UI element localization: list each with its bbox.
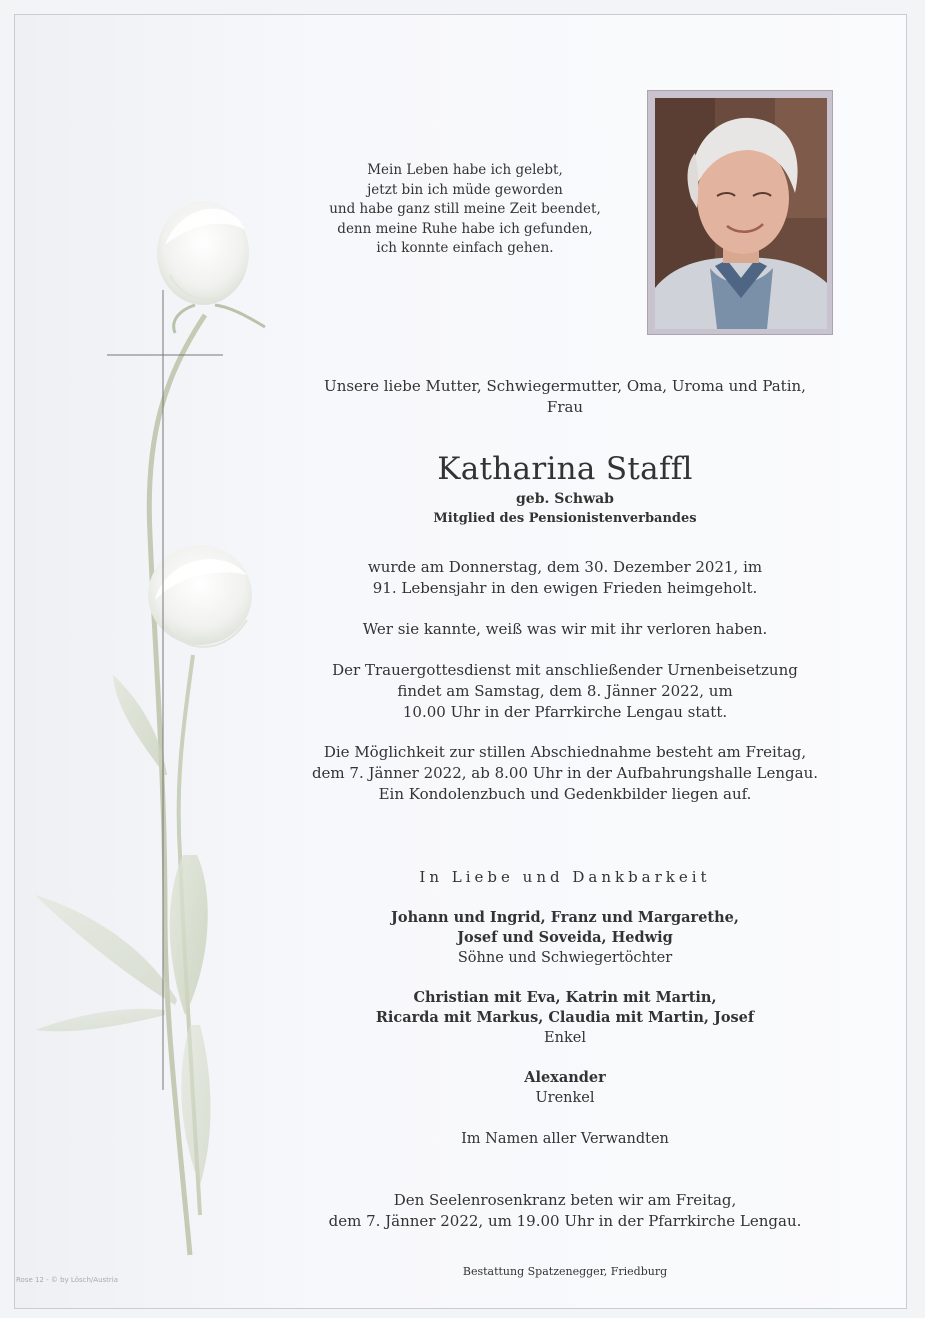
announcement-line: 91. Lebensjahr in den ewigen Frieden heimgeholt. [372,579,758,597]
poem-line: ich konnte einfach gehen. [376,240,554,256]
family-children [335,908,795,968]
rosary-info [305,1190,825,1232]
viewing-line: Ein Kondolenzbuch und Gedenkbilder liegen auf. [378,785,752,803]
deceased-name: Katharina Staffl [437,451,693,487]
poem-line: Mein Leben habe ich gelebt, [367,162,563,178]
lower-rose [148,545,252,645]
image-credit: Rose 12 - © by Lösch/Austria [16,1276,119,1284]
service-line: 10.00 Uhr in der Pfarrkirche Lengau statt. [402,703,728,721]
intro [305,376,825,418]
loss-statement: Wer sie kannte, weiß was wir mit ihr verloren haben. [362,620,768,638]
family-names: Josef und Soveida, Hedwig [457,929,673,946]
viewing-line: Die Möglichkeit zur stillen Abschiednahme besteht am Freitag, [323,743,807,761]
viewing-info [305,742,825,805]
intro-line: Frau [546,398,584,416]
viewing-line: dem 7. Jänner 2022, ab 8.00 Uhr in der Aufbahrungshalle Lengau. [311,764,819,782]
rosary-line: dem 7. Jänner 2022, um 19.00 Uhr in der Pfarrkirche Lengau. [328,1212,802,1230]
service-line: findet am Samstag, dem 8. Jänner 2022, um [397,682,733,700]
portrait-frame [647,90,833,335]
relatives-line: Im Namen aller Verwandten [461,1131,669,1147]
death-announcement [305,557,825,599]
family-role: Urenkel [535,1090,595,1106]
leaf [170,855,208,1015]
funeral-service [305,660,825,723]
family-role: Söhne und Schwiegertöchter [457,950,673,966]
family-role: Enkel [544,1030,586,1046]
poem-line: und habe ganz still meine Zeit beendet, [329,201,601,217]
membership: Mitglied des Pensionistenverbandes [433,511,697,526]
birth-name: geb. Schwab [516,491,614,507]
family-names: Johann und Ingrid, Franz und Margarethe, [391,909,739,926]
family-great-grandchildren [335,1068,795,1108]
poem [315,161,615,259]
announcement-line: wurde am Donnerstag, dem 30. Dezember 2021, im [367,558,763,576]
family-names: Christian mit Eva, Katrin mit Martin, [413,989,717,1006]
leaf [35,895,177,1005]
leaf [35,1009,165,1032]
obituary-card [14,14,907,1309]
service-line: Der Trauergottesdienst mit anschließender Urnenbeisetzung [332,661,798,679]
poem-line: jetzt bin ich müde geworden [367,181,563,198]
rosary-line: Den Seelenrosenkranz beten wir am Freitag, [393,1191,737,1209]
thanks-heading: In Liebe und Dankbarkeit [419,868,711,886]
intro-line: Unsere liebe Mutter, Schwiegermutter, Oma, Uroma und Patin, [324,377,806,395]
rose-illustration [15,15,315,1310]
leaf [181,1025,210,1185]
family-grandchildren [335,988,795,1048]
poem-line: denn meine Ruhe habe ich gefunden, [337,220,593,237]
family-names: Alexander [524,1069,606,1086]
undertaker: Bestattung Spatzenegger, Friedburg [462,1265,668,1278]
portrait-photo [655,98,827,329]
family-names: Ricarda mit Markus, Claudia mit Martin, Josef [375,1009,755,1026]
